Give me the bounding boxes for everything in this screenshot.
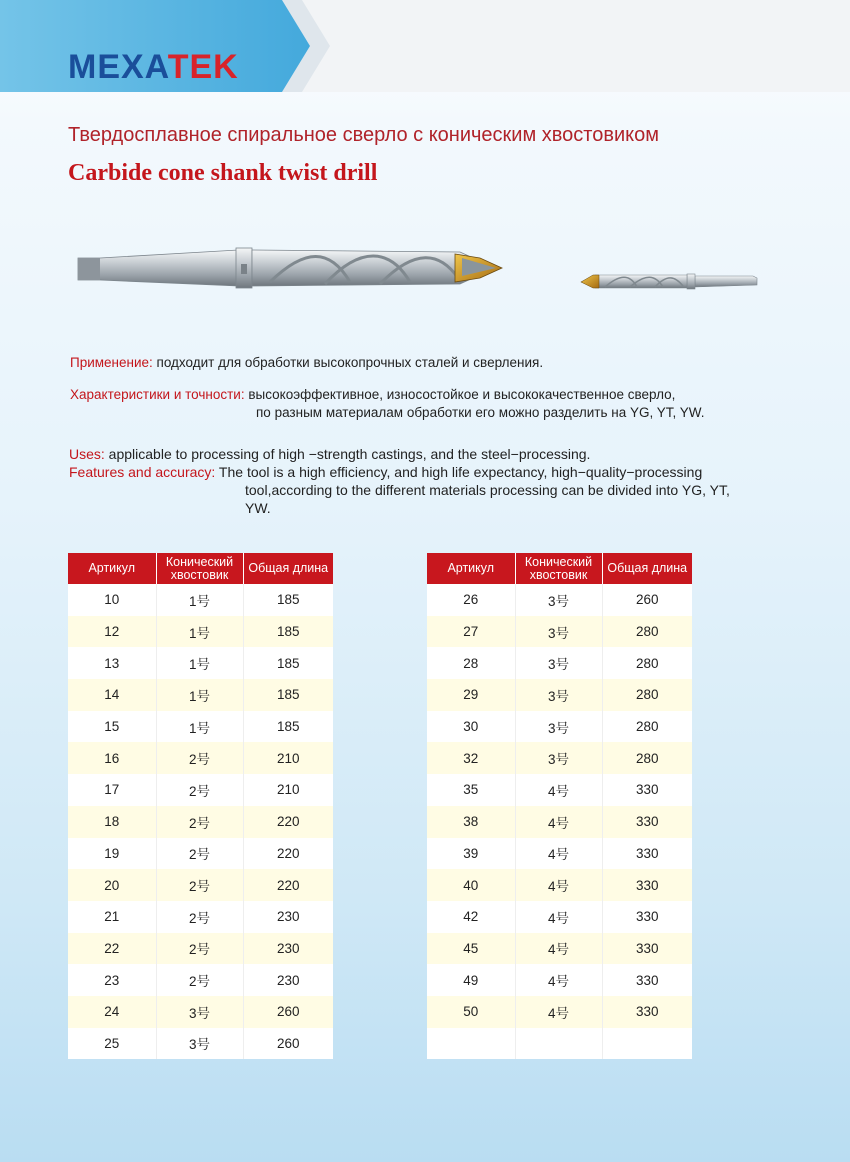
cell-total-length: 210 [243,774,333,806]
features-en [69,463,702,481]
cell-total-length: 330 [602,806,692,838]
cell-article: 15 [68,711,156,743]
cell-total-length: 185 [243,711,333,743]
table-row [427,774,692,806]
cell-cone-shank: 3号 [515,616,602,648]
cell-cone-shank: 3号 [515,647,602,679]
small-drill-image [575,268,760,294]
cell-total-length: 330 [602,901,692,933]
cell-cone-shank: 3号 [515,679,602,711]
cell-article: 29 [427,679,515,711]
cell-cone-shank: 1号 [156,711,243,743]
cell-total-length: 220 [243,838,333,870]
table-row [427,1028,692,1060]
cell-article: 45 [427,933,515,965]
cell-cone-shank: 4号 [515,869,602,901]
cell-article: 17 [68,774,156,806]
uses-en-label: Uses: [69,446,105,462]
cell-total-length: 210 [243,742,333,774]
cell-article: 20 [68,869,156,901]
table-row [427,711,692,743]
table-row [427,964,692,996]
cell-article [427,1028,515,1060]
table-row [68,774,333,806]
table-row [427,933,692,965]
features-en-line-2: tool,according to the different materials processing can be divided into YG, YT, [245,482,730,498]
header-article: Артикул [427,553,515,584]
cell-article: 16 [68,742,156,774]
cell-cone-shank: 4号 [515,933,602,965]
table-row [68,933,333,965]
application-ru-text: подходит для обработки высокопрочных сталей и сверления. [152,355,544,370]
cell-total-length: 280 [602,616,692,648]
cell-cone-shank: 1号 [156,647,243,679]
table-row [427,806,692,838]
cell-cone-shank: 4号 [515,996,602,1028]
table-row [427,869,692,901]
cell-total-length: 230 [243,933,333,965]
table-row [68,838,333,870]
cell-cone-shank: 2号 [156,838,243,870]
cell-total-length: 185 [243,584,333,616]
cell-cone-shank: 4号 [515,901,602,933]
title-russian: Твердосплавное спиральное сверло с коническим хвостовиком [68,124,660,146]
cell-article: 26 [427,584,515,616]
cell-total-length: 185 [243,679,333,711]
cell-total-length: 330 [602,869,692,901]
cell-cone-shank: 2号 [156,933,243,965]
cell-total-length: 330 [602,774,692,806]
header-cone-shank: Конический хвостовик [515,553,602,584]
cell-article: 23 [68,964,156,996]
header-cone-shank: Конический хвостовик [156,553,243,584]
cell-cone-shank: 2号 [156,742,243,774]
features-en-label: Features and accuracy: [69,464,216,480]
cell-total-length: 185 [243,647,333,679]
table-row [427,838,692,870]
cell-total-length: 260 [602,584,692,616]
cell-article: 27 [427,616,515,648]
cell-total-length: 185 [243,616,333,648]
cell-article: 12 [68,616,156,648]
application-ru [70,354,543,372]
cell-total-length: 280 [602,679,692,711]
cell-article: 13 [68,647,156,679]
cell-article: 25 [68,1028,156,1060]
table-row [427,679,692,711]
table-row [68,901,333,933]
cell-article: 22 [68,933,156,965]
cell-article: 28 [427,647,515,679]
table-row [427,647,692,679]
cell-article: 42 [427,901,515,933]
cell-article: 24 [68,996,156,1028]
cell-cone-shank: 4号 [515,964,602,996]
application-ru-label: Применение: [70,355,153,370]
table-row [68,742,333,774]
cell-total-length: 260 [243,1028,333,1060]
cell-total-length: 230 [243,901,333,933]
cell-total-length: 280 [602,711,692,743]
large-drill-image [70,238,510,298]
cell-cone-shank: 4号 [515,838,602,870]
table-row [68,964,333,996]
header-total-length: Общая длина [243,553,333,584]
cell-cone-shank: 2号 [156,901,243,933]
cell-article: 39 [427,838,515,870]
cell-total-length: 330 [602,996,692,1028]
cell-cone-shank: 2号 [156,806,243,838]
table-header-row [427,553,692,584]
table-row [68,996,333,1028]
cell-cone-shank: 3号 [515,711,602,743]
cell-cone-shank: 1号 [156,616,243,648]
cell-total-length: 330 [602,964,692,996]
cell-total-length: 330 [602,838,692,870]
table-row [68,1028,333,1060]
cell-cone-shank: 3号 [515,584,602,616]
cell-cone-shank: 2号 [156,774,243,806]
table-row [68,647,333,679]
cell-article: 30 [427,711,515,743]
cell-total-length: 280 [602,647,692,679]
cell-total-length [602,1028,692,1060]
title-english: Carbide cone shank twist drill [68,160,378,186]
uses-en-text: applicable to processing of high −strength castings, and the steel−processing. [104,446,591,462]
cell-total-length: 220 [243,806,333,838]
table-row [68,869,333,901]
cell-total-length: 280 [602,742,692,774]
cell-cone-shank: 4号 [515,774,602,806]
cell-article: 21 [68,901,156,933]
cell-cone-shank: 4号 [515,806,602,838]
features-en-line-3: YW. [245,500,271,516]
header-article: Артикул [68,553,156,584]
cell-total-length: 260 [243,996,333,1028]
features-ru-text-1: высокоэффективное, износостойкое и высококачественное сверло, [244,387,676,402]
cell-cone-shank: 2号 [156,869,243,901]
cell-article: 49 [427,964,515,996]
spec-table-right [427,553,692,1059]
table-row [427,616,692,648]
features-en-text-1: The tool is a high efficiency, and high life expectancy, high−quality−processing [215,464,703,480]
table-row [68,584,333,616]
table-row [68,679,333,711]
cell-article: 38 [427,806,515,838]
brand-logo [68,48,239,87]
cell-article: 10 [68,584,156,616]
cell-cone-shank: 3号 [156,1028,243,1060]
spec-table-left [68,553,333,1059]
cell-cone-shank: 2号 [156,964,243,996]
cell-article: 19 [68,838,156,870]
cell-total-length: 330 [602,933,692,965]
logo-part1: MEXA [68,48,168,86]
table-row [68,806,333,838]
table-row [427,996,692,1028]
cell-article: 14 [68,679,156,711]
cell-article: 18 [68,806,156,838]
cell-article: 50 [427,996,515,1028]
table-row [427,901,692,933]
features-ru-line-2: по разным материалам обработки его можно разделить на YG, YT, YW. [256,405,705,420]
cell-total-length: 230 [243,964,333,996]
table-row [427,742,692,774]
cell-cone-shank: 3号 [156,996,243,1028]
logo-part2: TEK [167,48,239,86]
header-total-length: Общая длина [602,553,692,584]
table-row [68,616,333,648]
cell-cone-shank: 1号 [156,679,243,711]
cell-article: 32 [427,742,515,774]
cell-cone-shank [515,1028,602,1060]
cell-cone-shank: 3号 [515,742,602,774]
table-header-row [68,553,333,584]
cell-article: 40 [427,869,515,901]
cell-article: 35 [427,774,515,806]
table-row [68,711,333,743]
uses-en [69,445,590,463]
cell-total-length: 220 [243,869,333,901]
features-ru-label: Характеристики и точности: [70,387,245,402]
cell-cone-shank: 1号 [156,584,243,616]
features-ru [70,386,675,404]
table-row [427,584,692,616]
